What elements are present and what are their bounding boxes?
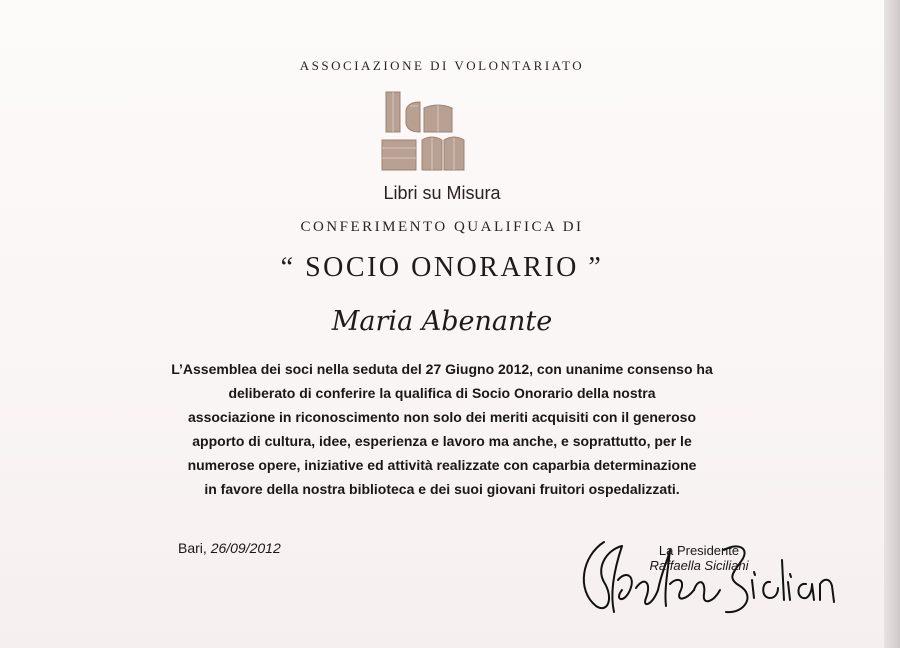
libri-su-misura-logo: [380, 88, 504, 178]
place-date: [178, 540, 281, 556]
body-line: apporto di cultura, idee, esperienza e lavoro ma anche, e soprattutto, per le: [192, 433, 692, 449]
body-line: L’Assemblea dei soci nella seduta del 27 Giugno 2012, con unanime consenso ha: [171, 361, 713, 377]
association-heading: ASSOCIAZIONE DI VOLONTARIATO: [299, 58, 585, 73]
conferral-title: CONFERIMENTO QUALIFICA DI: [300, 219, 584, 235]
handwritten-signature: [574, 520, 844, 630]
honor-title: “ SOCIO ONORARIO ”: [280, 252, 604, 283]
certificate-body: [0, 357, 884, 501]
recipient-name: Maria Abenante: [331, 306, 553, 337]
logo-text: Libri su Misura: [383, 183, 501, 203]
place: Bari,: [178, 540, 207, 556]
signer-block: [624, 543, 774, 573]
body-line: associazione in riconoscimento non solo dei meriti acquisiti con il generoso: [188, 409, 696, 425]
body-line: numerose opere, iniziative ed attività realizzate con caparbia determinazione: [187, 457, 697, 473]
body-line: in favore della nostra biblioteca e dei suoi giovani fruitori ospedalizzati.: [204, 481, 680, 497]
signer-name: Raffaella Siciliani: [649, 558, 749, 573]
date: 26/09/2012: [210, 540, 281, 556]
body-line: deliberato di conferire la qualifica di Socio Onorario della nostra: [228, 385, 656, 401]
signer-role: La Presidente: [658, 543, 740, 558]
paper-edge: [884, 0, 900, 648]
